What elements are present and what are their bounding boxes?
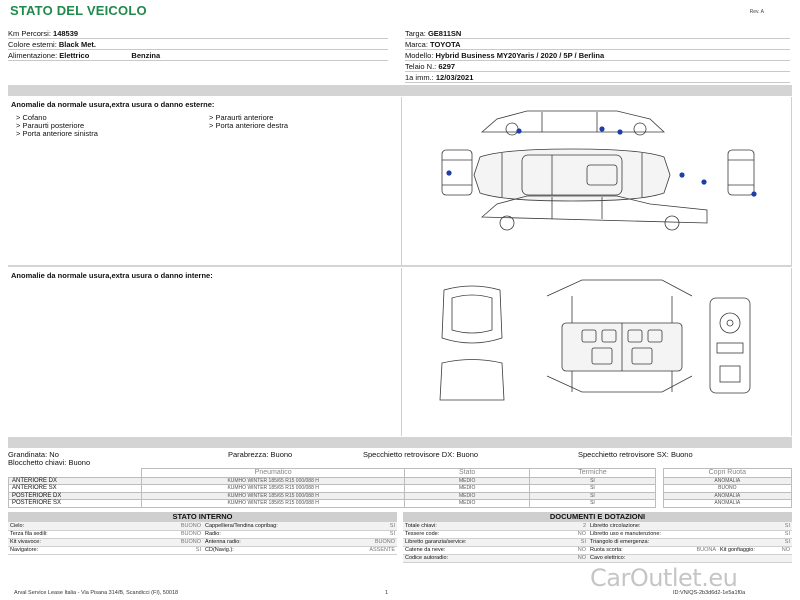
tyre-copri: BUONO: [663, 485, 791, 493]
tyre-copri: ANOMALIA: [663, 500, 791, 508]
tyres-header-termiche: Termiche: [530, 469, 655, 478]
stato-interno-section: [8, 512, 397, 555]
tyre-desc: KUMHO WINTER 185/65 R15 000/088 H: [142, 492, 405, 500]
cell-value: SI: [688, 522, 792, 530]
cell-value: SI: [688, 530, 792, 538]
info-modello: [405, 50, 790, 61]
table-row: [8, 538, 397, 546]
cell-label: Codice autoradio:: [403, 554, 503, 562]
cell-value: SI: [313, 522, 397, 530]
info-colore: [8, 39, 388, 50]
tyre-pos: ANTERIORE DX: [9, 477, 142, 485]
cell-value: SI: [503, 538, 588, 546]
info-targa-label: Targa:: [405, 29, 426, 38]
tyre-termiche: SI: [530, 492, 655, 500]
cell-value: SI: [688, 538, 792, 546]
damage-marker: [617, 129, 622, 134]
tyres-table: [8, 468, 792, 508]
tyres-header-gap: [655, 469, 663, 478]
cell-value: NO: [503, 546, 588, 554]
section-divider: [8, 85, 792, 96]
cell-label: Ruota scorta:: [588, 546, 688, 554]
cell-value: SI: [103, 546, 203, 554]
cond-bloccaggio: Blocchetto chiavi: Buono: [8, 458, 91, 467]
table-row: [403, 546, 792, 554]
tyre-gap: [655, 477, 663, 485]
table-row: [403, 554, 792, 562]
tyre-stato: MEDIO: [404, 477, 529, 485]
damage-marker: [599, 126, 604, 131]
cell-label: Catene da neve:: [403, 546, 503, 554]
car-exterior-diagram: [402, 97, 791, 265]
exterior-item: > Porta anteriore destra: [209, 121, 289, 130]
table-row: [9, 477, 792, 485]
section-divider: [8, 437, 792, 448]
info-marca-value: TOYOTA: [430, 40, 461, 49]
info-targa-value: GE811SN: [427, 29, 462, 38]
info-telaio-label: Telaio N.:: [405, 62, 437, 71]
cell-label: Terza fila sedili:: [8, 530, 103, 538]
info-telaio-value: 6297: [438, 62, 456, 71]
exterior-item: > Cofano: [16, 113, 47, 122]
cell-value: [688, 554, 792, 562]
revision-label: Rev. A: [749, 9, 764, 15]
exterior-diagram: [401, 97, 792, 265]
table-row: [9, 500, 792, 508]
page-title: STATO DEL VEICOLO: [10, 3, 147, 18]
tyre-desc: KUMHO WINTER 185/65 R15 000/088 H: [142, 477, 405, 485]
footer-company: Arval Service Lease Italia - Via Pisana 314/B, Scandicci (FI), 50018: [14, 590, 179, 596]
tyre-stato: MEDIO: [404, 485, 529, 493]
info-colore-label: Colore esterni:: [8, 40, 57, 49]
cell-label: Libretto garanzia/service:: [403, 538, 503, 546]
info-immatricolazione: [405, 72, 790, 83]
cond-specchietto-sx: Specchietto retrovisore SX: Buono: [578, 450, 693, 459]
info-km-value: 148539: [53, 29, 79, 38]
info-telaio: [405, 61, 790, 72]
tyres-header-pneumatico: Pneumatico: [142, 469, 405, 478]
stato-interno-table: [8, 522, 397, 555]
cell-label: Antenna radio:: [203, 538, 313, 546]
tyre-desc: KUMHO WINTER 185/65 R15 000/088 H: [142, 485, 405, 493]
exterior-item: > Porta anteriore sinistra: [16, 129, 98, 138]
cell-value: BUONO: [313, 538, 397, 546]
footer-page-number: 1: [385, 590, 389, 596]
info-modello-value: Hybrid Business MY20Yaris / 2020 / 5P / Berlina: [435, 51, 605, 60]
cell-label: Cappelliera/Tendina copribag:: [203, 522, 313, 530]
table-row: [8, 530, 397, 538]
car-interior-diagram: [402, 268, 791, 436]
exterior-panel: [8, 97, 400, 265]
cell-label: Tessere code:: [403, 530, 503, 538]
info-alimentazione-value: Elettrico: [59, 51, 90, 60]
cell-value: NO: [773, 546, 792, 554]
cell-label: Libretto uso e manutenzione:: [588, 530, 688, 538]
tyre-termiche: SI: [530, 500, 655, 508]
table-row: [8, 522, 397, 530]
cond-grandinata: Grandinata: No: [8, 450, 59, 459]
documenti-table: [403, 522, 792, 563]
cell-value: ASSENTE: [313, 546, 397, 554]
damage-marker: [701, 179, 706, 184]
cell-label: Radio:: [203, 530, 313, 538]
interior-diagram: [401, 268, 792, 436]
exterior-item: > Paraurti anteriore: [209, 113, 274, 122]
damage-marker: [446, 170, 451, 175]
cell-label: Cavo elettrico:: [588, 554, 688, 562]
info-modello-label: Modello:: [405, 51, 434, 60]
documenti-title: DOCUMENTI E DOTAZIONI: [403, 512, 792, 522]
cell-value: BUONO: [103, 530, 203, 538]
info-immatricolazione-label: 1a imm.:: [405, 73, 434, 82]
table-row: [8, 546, 397, 554]
info-alimentazione: [8, 50, 388, 61]
cell-label: Kit gonfiaggio:: [718, 546, 773, 554]
tyres-header-row: [9, 469, 792, 478]
info-alimentazione-label: Alimentazione:: [8, 51, 58, 60]
info-km-label: Km Percorsi:: [8, 29, 51, 38]
table-row: [403, 538, 792, 546]
interior-title: Anomalie da normale usura,extra usura o danno interne:: [11, 271, 213, 280]
tyre-copri: ANOMALIA: [663, 477, 791, 485]
cell-label: CD(Navig.):: [203, 546, 313, 554]
cond-parabrezza: Parabrezza: Buono: [228, 450, 293, 459]
cell-value: BUONO: [103, 538, 203, 546]
cell-value: BUONA: [688, 546, 718, 554]
cell-value: SI: [313, 530, 397, 538]
info-targa: [405, 28, 790, 39]
cell-label: Navigatore:: [8, 546, 103, 554]
cell-label: Triangolo di emergenza:: [588, 538, 688, 546]
info-colore-value: Black Met.: [58, 40, 96, 49]
interior-panel: [8, 268, 400, 436]
cell-label: Kit vivavoce:: [8, 538, 103, 546]
table-row: [9, 485, 792, 493]
tyres-header-stato: Stato: [404, 469, 529, 478]
cell-label: Cielo:: [8, 522, 103, 530]
info-alimentazione-extra: Benzina: [131, 51, 161, 60]
tyre-stato: MEDIO: [404, 500, 529, 508]
damage-marker: [751, 191, 756, 196]
info-right: [405, 28, 790, 83]
table-row: [403, 530, 792, 538]
tyre-stato: MEDIO: [404, 492, 529, 500]
table-row: [403, 522, 792, 530]
tyre-pos: POSTERIORE SX: [9, 500, 142, 508]
tyres-header-blank: [9, 469, 142, 478]
tyres-header-copri: Copri Ruota: [663, 469, 791, 478]
cell-label: Totale chiavi:: [403, 522, 503, 530]
info-left: [8, 28, 388, 61]
exterior-list-left: [16, 114, 206, 138]
tyre-gap: [655, 500, 663, 508]
info-marca-label: Marca:: [405, 40, 428, 49]
cell-value: NO: [503, 554, 588, 562]
damage-marker: [679, 172, 684, 177]
cell-value: NO: [503, 530, 588, 538]
cond-specchietto-dx: Specchietto retrovisore DX: Buono: [363, 450, 479, 459]
section-divider: [8, 265, 792, 267]
info-immatricolazione-value: 12/03/2021: [435, 73, 474, 82]
exterior-item: > Paraurti posteriore: [16, 121, 85, 130]
exterior-list-right: [209, 114, 399, 130]
table-row: [9, 492, 792, 500]
documenti-section: [403, 512, 792, 563]
cell-label: Libretto circolazione:: [588, 522, 688, 530]
footer-doc-id: ID:VN/QS-2b3d6d2-1e5a1f0a: [673, 590, 746, 596]
info-km: [8, 28, 388, 39]
exterior-title: Anomalie da normale usura,extra usura o danno esterne:: [11, 100, 215, 109]
stato-interno-title: STATO INTERNO: [8, 512, 397, 522]
tyre-pos: ANTERIORE SX: [9, 485, 142, 493]
tyre-termiche: SI: [530, 477, 655, 485]
tyre-termiche: SI: [530, 485, 655, 493]
cell-value: 2: [503, 522, 588, 530]
tyre-desc: KUMHO WINTER 185/65 R15 000/088 H: [142, 500, 405, 508]
watermark-logo: CarOutlet.eu: [590, 564, 738, 592]
tyre-pos: POSTERIORE DX: [9, 492, 142, 500]
tyre-gap: [655, 492, 663, 500]
damage-marker: [516, 128, 521, 133]
cell-value: BUONO: [103, 522, 203, 530]
tyre-gap: [655, 485, 663, 493]
tyre-copri: ANOMALIA: [663, 492, 791, 500]
info-marca: [405, 39, 790, 50]
